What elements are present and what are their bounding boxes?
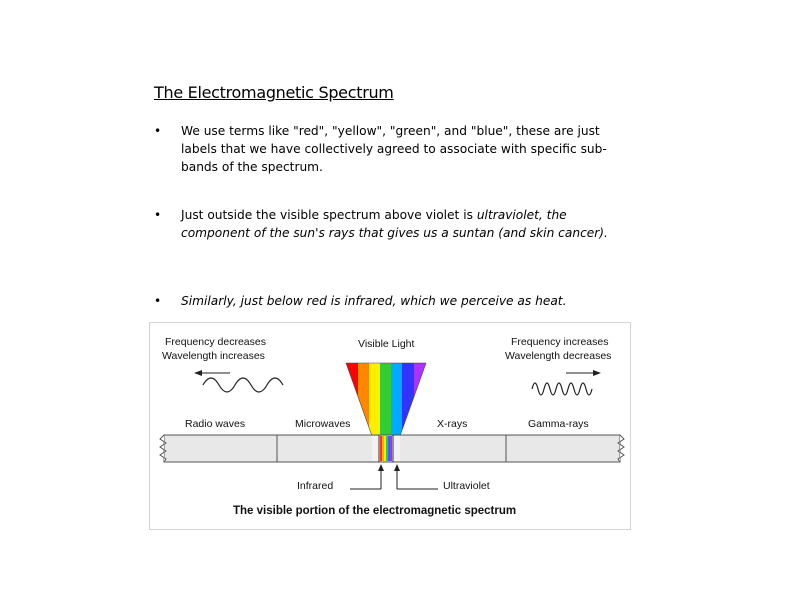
bullet-dot: •	[154, 208, 162, 222]
right-note-frequency: Frequency increases	[511, 336, 609, 348]
visible-light-label: Visible Light	[358, 338, 415, 350]
left-arrow-icon	[194, 370, 230, 376]
band-label-gamma: Gamma-rays	[528, 418, 589, 430]
infrared-label: Infrared	[297, 480, 334, 492]
ultraviolet-label: Ultraviolet	[443, 480, 490, 492]
rainbow-stripe	[369, 363, 380, 438]
bullet-text: We use terms like "red", "yellow", "green", and "blue", these are just labels that we have collectively agreed to associate with specific sub-bands of the spectrum.	[181, 124, 607, 174]
rainbow-stripe	[391, 363, 402, 438]
band-label-radio: Radio waves	[185, 418, 246, 430]
infrared-arrow-icon	[350, 464, 384, 489]
figure-caption: The visible portion of the electromagnetic spectrum	[233, 505, 517, 517]
bullet-text	[181, 206, 621, 242]
long-wave-icon	[203, 378, 283, 392]
spectrum-figure	[149, 322, 631, 530]
bullet-text-italic: ultraviolet, the component of the sun's rays that gives us a suntan (and skin cancer).	[181, 208, 608, 240]
rainbow-stripe	[402, 363, 414, 438]
slide-title: The Electromagnetic Spectrum	[154, 83, 394, 102]
right-note-wavelength: Wavelength decreases	[505, 350, 612, 362]
short-wave-icon	[532, 383, 592, 395]
spectrum-bar	[160, 435, 624, 462]
left-note-wavelength: Wavelength increases	[162, 350, 265, 362]
bullet-dot: •	[154, 294, 162, 308]
rainbow-stripe	[414, 363, 426, 438]
left-note-frequency: Frequency decreases	[165, 336, 266, 348]
bullet-dot: •	[154, 124, 162, 138]
ultraviolet-arrow-icon	[394, 464, 438, 489]
visible-light-funnel	[346, 363, 426, 438]
rainbow-stripe	[380, 363, 391, 438]
bullet-text: Similarly, just below red is infrared, which we perceive as heat.	[181, 294, 567, 308]
bullet-text-plain: Just outside the visible spectrum above violet is	[181, 208, 477, 222]
spectrum-diagram	[150, 323, 632, 531]
band-label-xrays: X-rays	[437, 418, 468, 430]
right-arrow-icon	[566, 370, 601, 376]
band-label-microwaves: Microwaves	[295, 418, 351, 430]
